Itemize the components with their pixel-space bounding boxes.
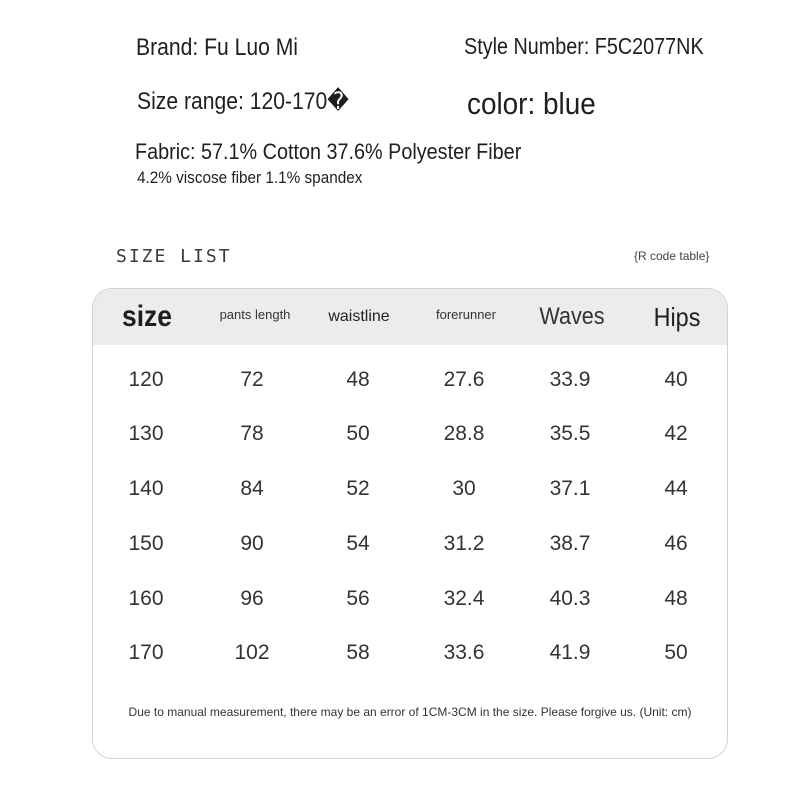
cell-hips: 44 (664, 477, 688, 500)
cell-forerunner: 27.6 (443, 368, 485, 391)
code-table-label: {R code table} (634, 249, 710, 263)
header-forerunner: forerunner (436, 307, 496, 322)
fabric-line-2: 4.2% viscose fiber 1.1% spandex (137, 168, 363, 187)
cell-forerunner: 32.4 (443, 587, 485, 610)
cell-waistline: 58 (346, 641, 370, 664)
cell-size: 160 (128, 587, 164, 610)
cell-size: 170 (128, 641, 164, 664)
cell-waistline: 54 (346, 532, 370, 555)
cell-size: 140 (128, 477, 164, 500)
cell-forerunner: 33.6 (443, 641, 485, 664)
table-row (93, 469, 727, 509)
header-waves: Waves (539, 303, 605, 330)
cell-hips: 50 (664, 641, 688, 664)
cell-hips: 48 (664, 587, 688, 610)
cell-forerunner: 30 (452, 477, 476, 500)
header-size: size (122, 300, 172, 333)
size-table-card (92, 288, 728, 759)
cell-waistline: 50 (346, 422, 370, 445)
cell-pants-length: 102 (234, 641, 270, 664)
cell-waves: 40.3 (549, 587, 591, 610)
cell-pants-length: 84 (240, 477, 264, 500)
cell-pants-length: 72 (240, 368, 264, 391)
table-row (93, 579, 727, 619)
cell-waves: 41.9 (549, 641, 591, 664)
table-row (93, 633, 727, 673)
cell-waistline: 56 (346, 587, 370, 610)
cell-size: 150 (128, 532, 164, 555)
table-row (93, 414, 727, 454)
header-pants-length: pants length (219, 307, 291, 322)
table-header-row (93, 289, 727, 345)
cell-waistline: 52 (346, 477, 370, 500)
measurement-footnote: Due to manual measurement, there may be an error of 1CM-3CM in the size. Please forgive us. (Unit: cm) (128, 705, 692, 719)
cell-size: 130 (128, 422, 164, 445)
cell-pants-length: 90 (240, 532, 264, 555)
cell-forerunner: 31.2 (443, 532, 485, 555)
cell-waves: 35.5 (549, 422, 591, 445)
size-list-title: SIZE LIST (116, 246, 232, 267)
table-row (93, 524, 727, 564)
cell-hips: 46 (664, 532, 688, 555)
style-number-text: Style Number: F5C2077NK (464, 33, 704, 59)
cell-pants-length: 96 (240, 587, 264, 610)
cell-hips: 42 (664, 422, 688, 445)
header-waistline: waistline (328, 308, 390, 325)
cell-size: 120 (128, 368, 164, 391)
cell-hips: 40 (664, 368, 688, 391)
brand-text: Brand: Fu Luo Mi (136, 34, 299, 61)
header-hips: Hips (653, 302, 701, 332)
table-row (93, 360, 727, 400)
fabric-line-1: Fabric: 57.1% Cotton 37.6% Polyester Fiber (135, 139, 522, 164)
cell-waistline: 48 (346, 368, 370, 391)
cell-waves: 33.9 (549, 368, 591, 391)
color-text: color: blue (467, 86, 596, 121)
cell-waves: 37.1 (549, 477, 591, 500)
cell-pants-length: 78 (240, 422, 264, 445)
size-range-text: Size range: 120-170� (137, 88, 349, 115)
cell-waves: 38.7 (549, 532, 591, 555)
cell-forerunner: 28.8 (443, 422, 485, 445)
